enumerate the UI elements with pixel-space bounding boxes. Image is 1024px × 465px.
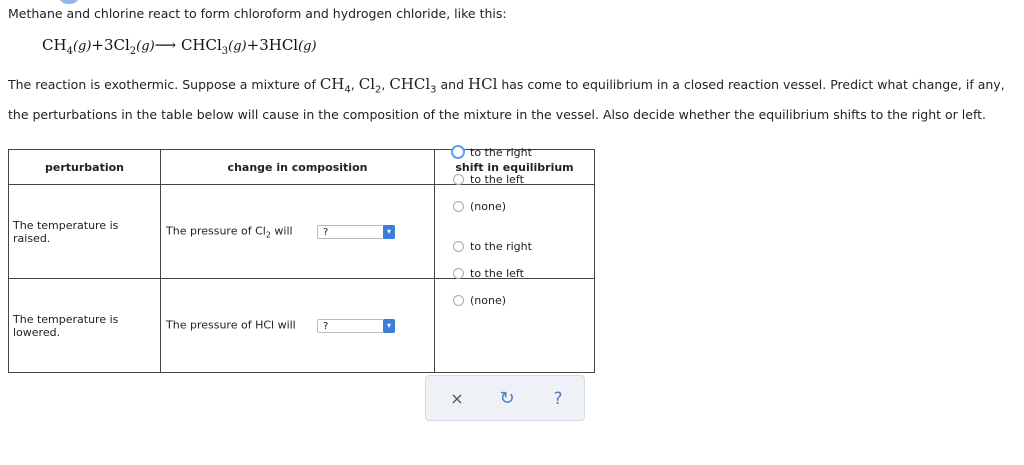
header-change: change in composition [161, 150, 435, 185]
close-icon[interactable]: × [450, 389, 464, 408]
chevron-updown-icon[interactable]: ▾ [383, 225, 395, 239]
radio-button[interactable] [453, 295, 464, 306]
perturbation-cell: The temperature is lowered. [9, 279, 161, 373]
radio-option-left[interactable]: to the left [453, 172, 524, 186]
change-label: The pressure of $Cl_2$ will [166, 223, 293, 240]
intro-text: Methane and chlorine react to form chloroform and hydrogen chloride, like this: [8, 6, 507, 21]
eq-methane: CH [42, 36, 67, 54]
chevron-updown-icon[interactable]: ▾ [383, 319, 395, 333]
change-label: The pressure of HCl will [166, 317, 296, 331]
chemical-equation: $CH_4(g)+3Cl_2(g)⟶$ CHCl$_3$(g)+3HCl(g) [42, 36, 317, 57]
change-select[interactable]: ? ▾ [317, 319, 395, 333]
eq-arrow: ⟶ [154, 36, 177, 54]
table-row [9, 185, 595, 279]
radio-option-none[interactable]: (none) [453, 199, 506, 213]
radio-option-none[interactable]: (none) [453, 293, 506, 307]
hint-tab [58, 0, 80, 4]
change-select[interactable]: ? ▾ [317, 225, 395, 239]
radio-button[interactable] [453, 241, 464, 252]
shift-cell [435, 239, 595, 373]
radio-option-left[interactable]: to the left [453, 266, 524, 280]
radio-button[interactable] [453, 201, 464, 212]
header-perturbation: perturbation [9, 150, 161, 185]
eq-chloroform: CHCl [180, 36, 222, 54]
change-cell [161, 279, 435, 373]
header-shift: shift in equilibrium [435, 150, 595, 185]
help-icon[interactable]: ? [553, 389, 563, 409]
perturbation-cell: The temperature is raised. [9, 185, 161, 279]
radio-option-right[interactable]: to the right [453, 239, 532, 253]
radio-button[interactable] [453, 268, 464, 279]
radio-button[interactable] [453, 174, 464, 185]
radio-button[interactable] [451, 145, 465, 159]
undo-icon[interactable]: ↻ [499, 388, 515, 409]
answer-toolbar [425, 375, 585, 421]
change-cell [161, 185, 435, 279]
eq-chlorine: +3Cl [91, 36, 130, 54]
radio-option-right[interactable]: to the right [453, 145, 532, 159]
problem-statement: The reaction is exothermic. Suppose a mixture of $CH_4$, $Cl_2$, CHCl$_3$ and HCl has come to equilibrium in a closed reaction vessel. Predict what change, if any, the perturbations in the table below will cause in the composition of the mixture in the vessel. Also decide whether the equilibrium shifts to the right or left. [8, 75, 1005, 122]
eq-hcl: +3HCl [246, 36, 299, 54]
perturbation-table [8, 145, 595, 373]
table-row [9, 279, 595, 373]
